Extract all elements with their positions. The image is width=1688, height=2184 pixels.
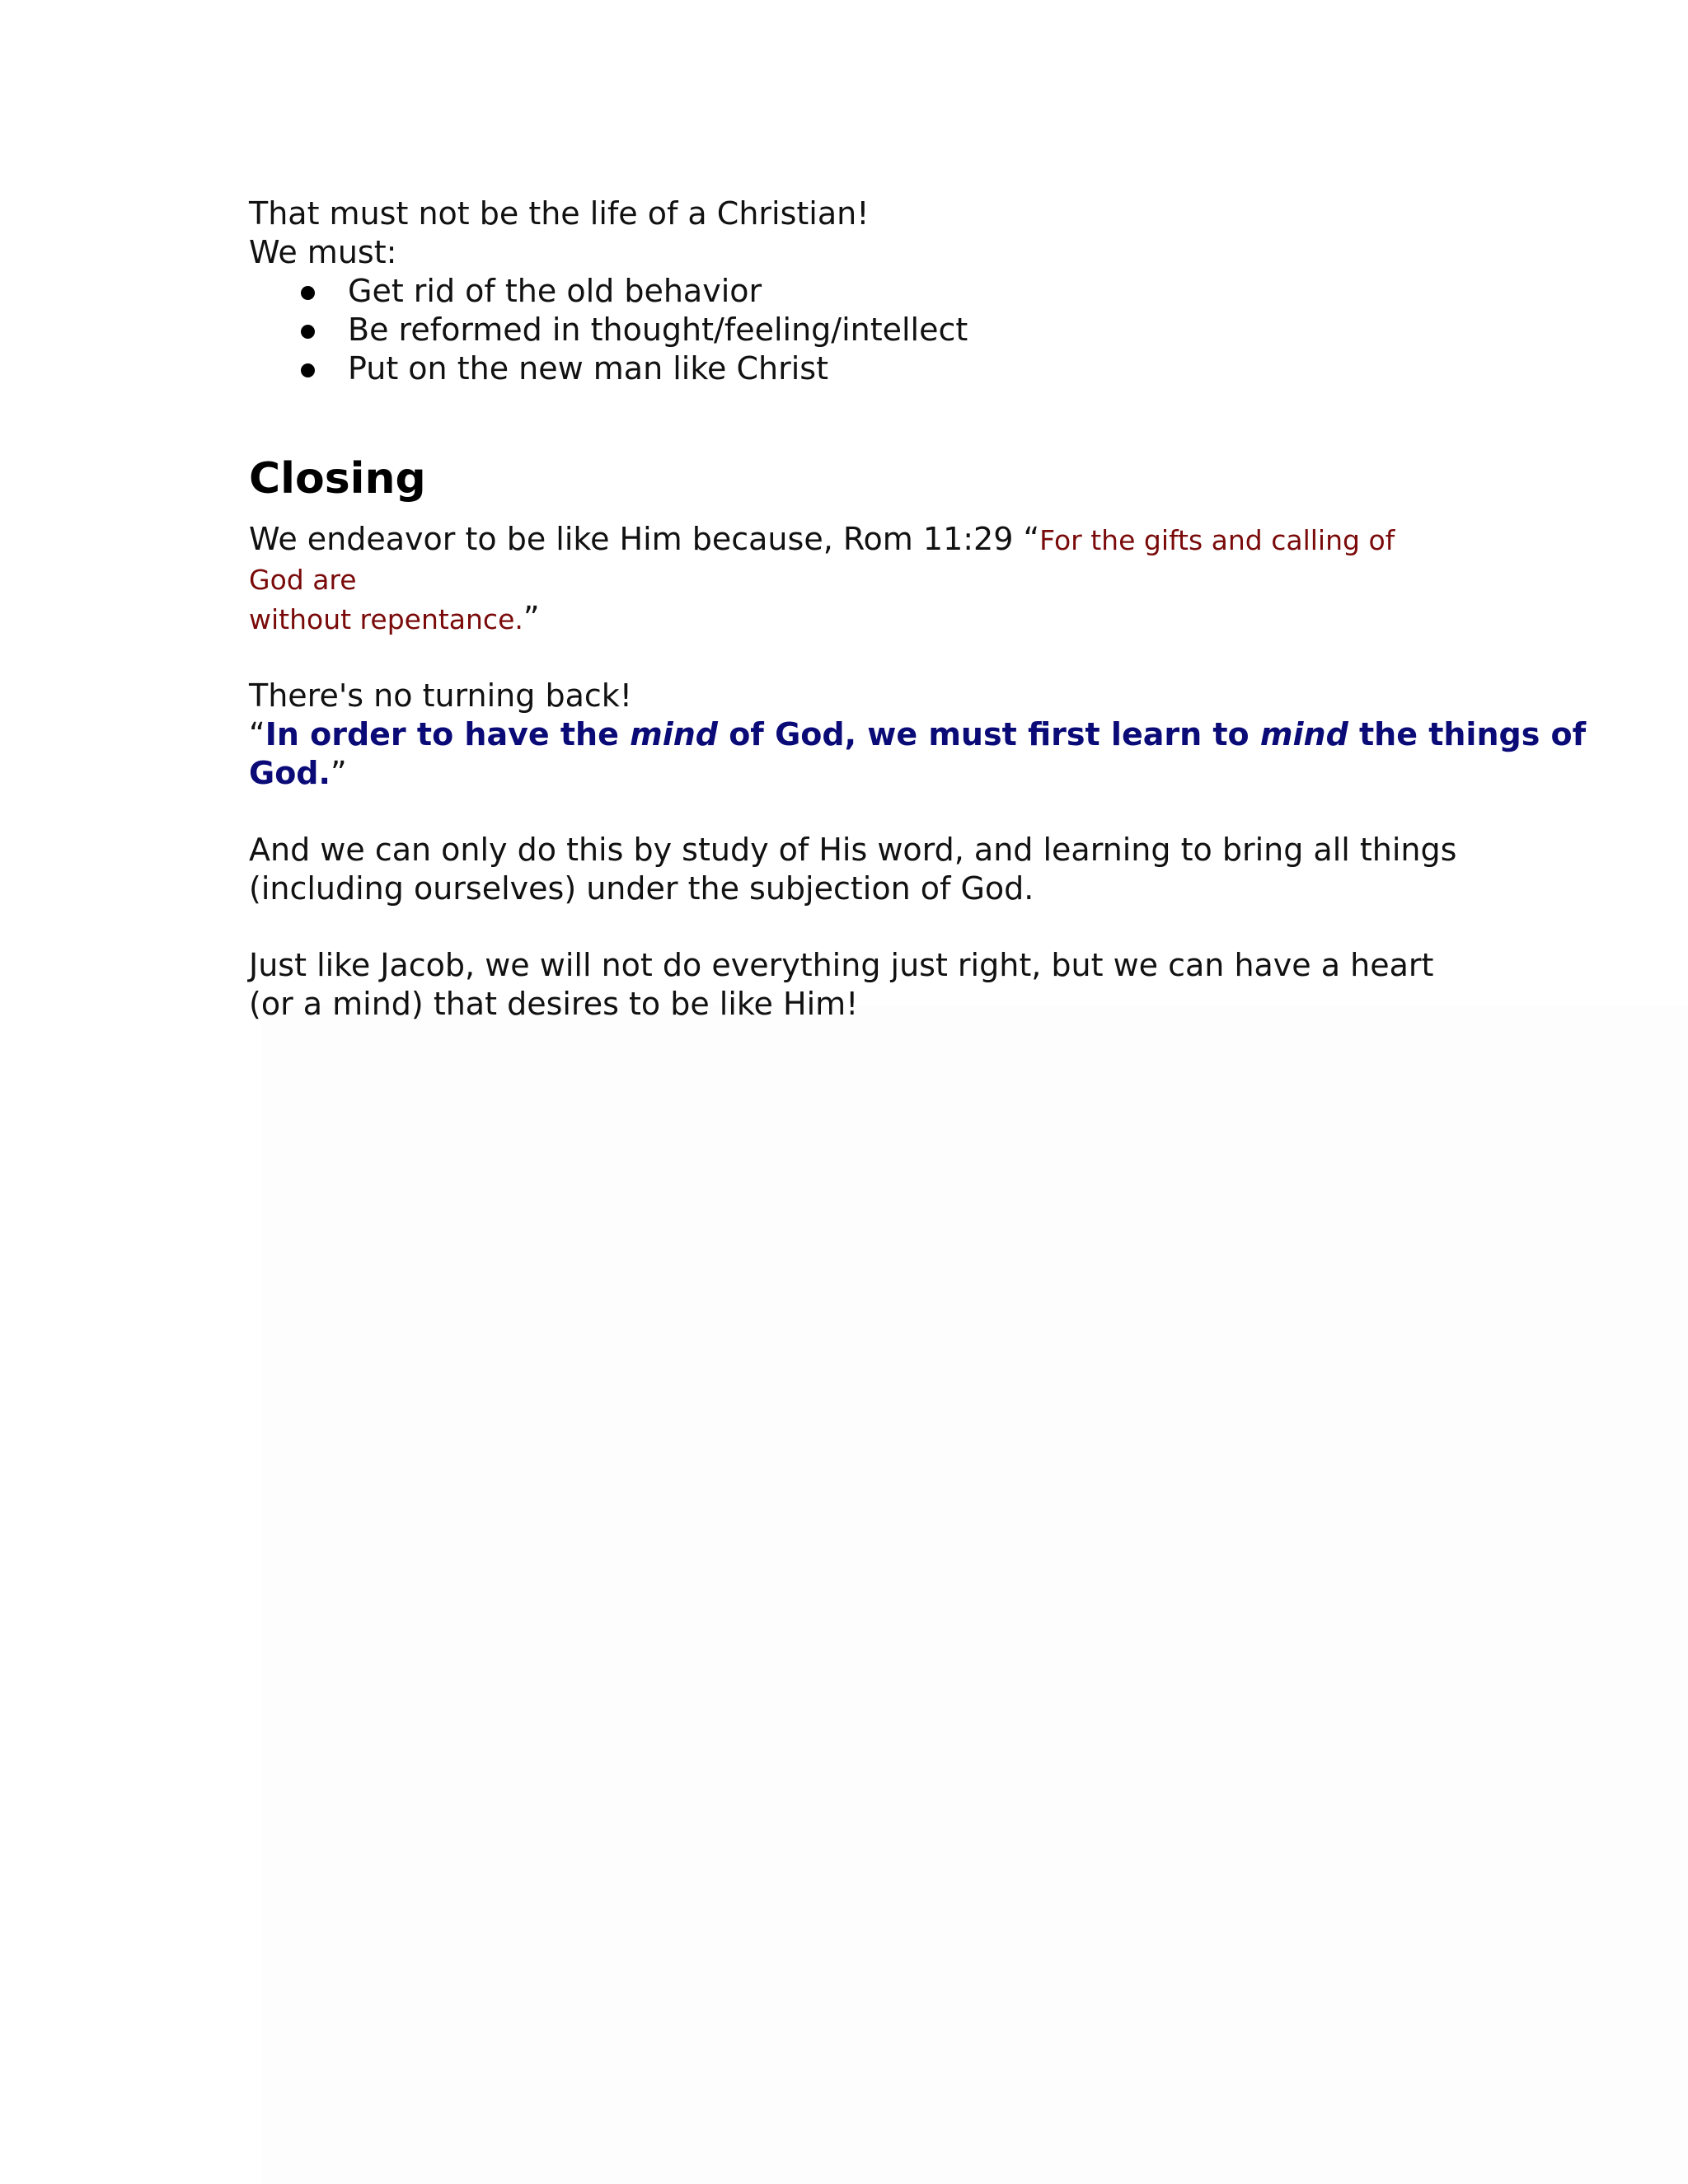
quote-emphasis-1: mind	[630, 716, 718, 752]
list-item	[249, 311, 1452, 349]
jacob-paragraph-line-2: (or a mind) that desires to be like Him!	[249, 986, 859, 1022]
page-shade	[262, 1005, 1688, 2184]
list-item-text: Be reformed in thought/feeling/intellect	[348, 312, 968, 348]
bullet-list	[249, 272, 1452, 388]
quote-open-mark: “	[249, 716, 265, 752]
verse-text-2: without repentance.	[249, 603, 523, 635]
quote-line-2	[249, 754, 1452, 793]
verse-text-1: For the gifts and calling of God are	[249, 524, 1395, 596]
spacer	[249, 639, 1452, 677]
study-paragraph-line-2: (including ourselves) under the subjection of God.	[249, 870, 1034, 907]
list-item	[249, 272, 1452, 311]
jacob-paragraph-line-1: Just like Jacob, we will not do everything just right, but we can have a heart	[249, 947, 1434, 983]
no-turning-back-line: There's no turning back!	[249, 677, 632, 714]
closing-heading: Closing	[249, 454, 426, 504]
study-paragraph-line-1: And we can only do this by study of His word, and learning to bring all things	[249, 832, 1457, 868]
bullet-icon	[301, 363, 315, 377]
list-item-text: Get rid of the old behavior	[348, 273, 762, 309]
spacer	[249, 793, 1452, 831]
list-item	[249, 349, 1452, 388]
verse-intro-text: We endeavor to be like Him because, Rom 11:29	[249, 521, 1024, 557]
quote-text-2: of God, we must first learn to	[717, 716, 1260, 752]
list-item-text: Put on the new man like Christ	[348, 350, 828, 387]
intro-line-2: We must:	[249, 234, 397, 270]
quote-line-1	[249, 715, 1587, 754]
intro-line-1: That must not be the life of a Christian!	[249, 195, 870, 232]
quote-text-4: God.	[249, 755, 331, 791]
close-quote: ”	[523, 600, 540, 636]
bullet-icon	[301, 325, 315, 339]
quote-text-1: In order to have the	[265, 716, 631, 752]
quote-text-3: the things of	[1348, 716, 1587, 752]
document-body	[249, 194, 1587, 1024]
open-quote: “	[1023, 521, 1040, 557]
bullet-icon	[301, 286, 315, 300]
verse-paragraph	[249, 520, 1452, 639]
quote-emphasis-2: mind	[1259, 716, 1348, 752]
quote-close-mark: ”	[330, 755, 347, 791]
spacer	[249, 908, 1452, 946]
